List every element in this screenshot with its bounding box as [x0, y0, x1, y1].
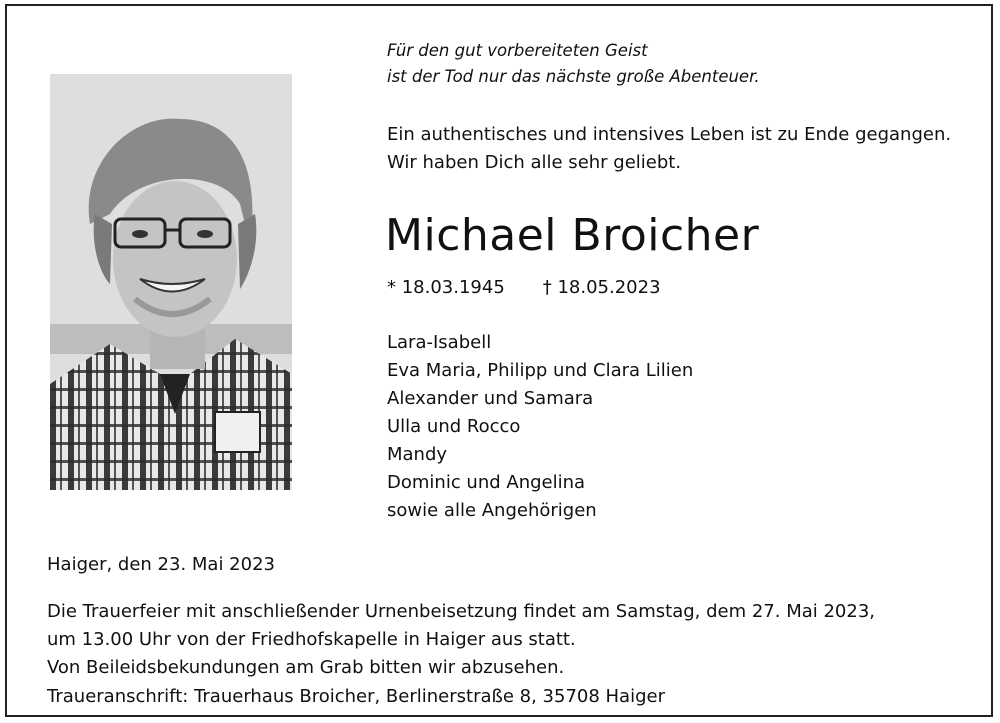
portrait-photo [50, 74, 292, 490]
quote [387, 38, 760, 90]
mourners-list [387, 329, 693, 525]
portrait-illustration [50, 74, 292, 490]
deceased-name: Michael Broicher [385, 210, 760, 261]
mourner-entry: Lara-Isabell [387, 332, 492, 353]
funeral-service-info [47, 598, 875, 682]
mourner-entry: sowie alle Angehörigen [387, 500, 597, 521]
life-dates [387, 274, 661, 302]
mourning-address: Traueranschrift: Trauerhaus Broicher, Berlinerstraße 8, 35708 Haiger [47, 686, 665, 707]
mourner-entry: Ulla und Rocco [387, 416, 521, 437]
death-date: † 18.05.2023 [542, 277, 661, 298]
mourner-entry: Alexander und Samara [387, 388, 594, 409]
mourner-entry: Eva Maria, Philipp und Clara Lilien [387, 360, 694, 381]
intro-line-2: Wir haben Dich alle sehr geliebt. [387, 152, 682, 173]
intro-text [387, 121, 951, 177]
mourner-entry: Dominic und Angelina [387, 472, 586, 493]
mourner-entry: Mandy [387, 444, 448, 465]
service-line-2: um 13.00 Uhr von der Friedhofskapelle in Haiger aus statt. [47, 629, 576, 650]
quote-line-1: Für den gut vorbereiteten Geist [387, 41, 648, 60]
service-line-1: Die Trauerfeier mit anschließender Urnenbeisetzung findet am Samstag, dem 27. Mai 2023, [47, 601, 876, 622]
birth-date: * 18.03.1945 [387, 277, 505, 298]
intro-line-1: Ein authentisches und intensives Leben ist zu Ende gegangen. [387, 124, 952, 145]
service-line-3: Von Beileidsbekundungen am Grab bitten wir abzusehen. [47, 657, 565, 678]
obituary-frame [5, 4, 993, 717]
place-and-date: Haiger, den 23. Mai 2023 [47, 554, 275, 575]
quote-line-2: ist der Tod nur das nächste große Abenteuer. [387, 67, 760, 86]
